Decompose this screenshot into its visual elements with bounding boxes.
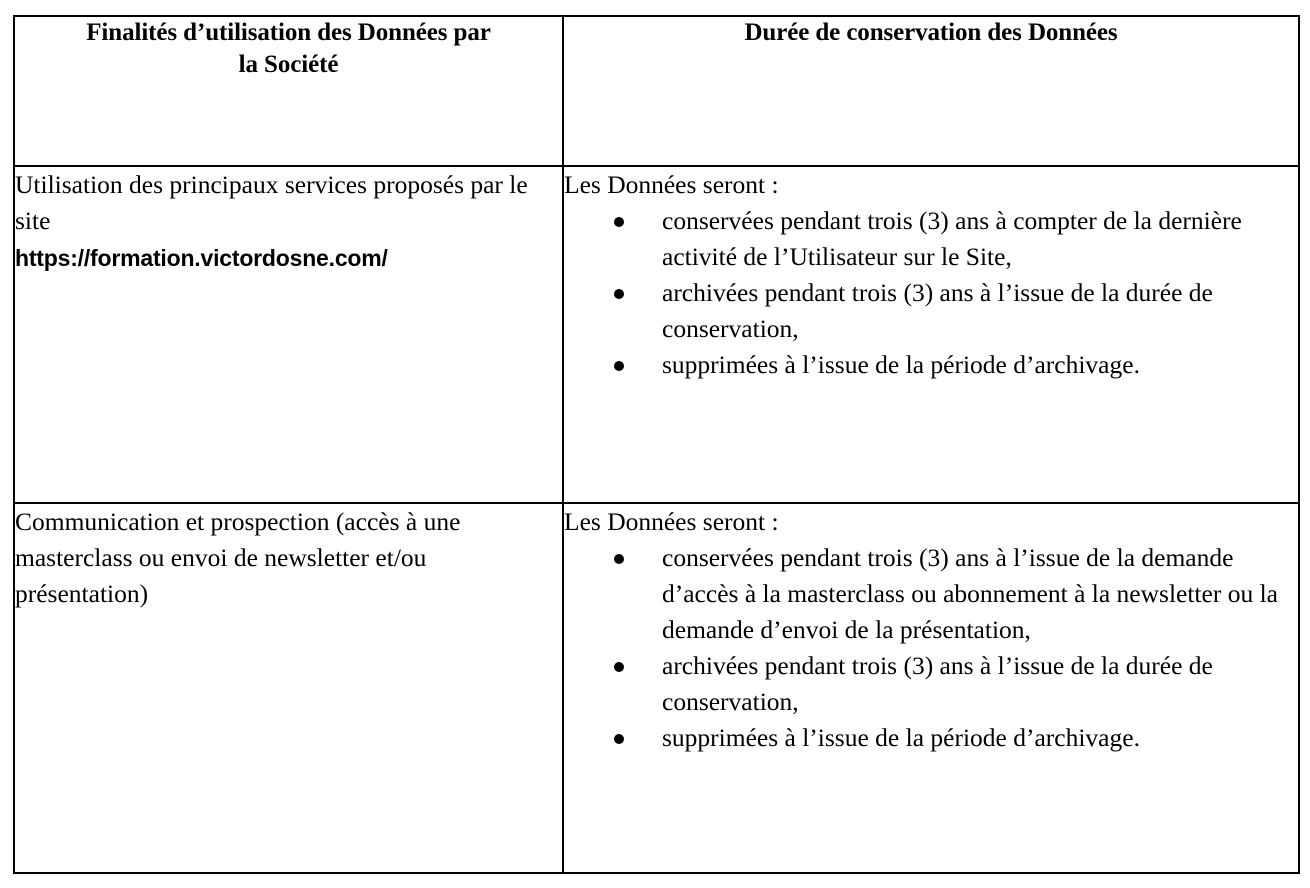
table-header <box>14 16 1299 166</box>
bullet-icon <box>614 662 624 672</box>
bullet-text: archivées pendant trois (3) ans à l’issue de la durée de conservation, <box>662 278 1213 343</box>
cell-duration-1 <box>563 166 1299 503</box>
bullet-icon <box>614 554 624 564</box>
column-header-purpose-line2: la Société <box>238 51 339 78</box>
list-item <box>564 203 1298 275</box>
column-header-duration <box>563 16 1299 166</box>
bullet-icon <box>614 734 624 744</box>
list-item <box>564 720 1298 756</box>
table-row <box>14 166 1299 503</box>
duration-lead-1: Les Données seront : <box>564 170 779 199</box>
bullet-text: archivées pendant trois (3) ans à l’issue de la durée de conservation, <box>662 651 1213 716</box>
data-retention-table <box>13 15 1300 874</box>
bullet-icon <box>614 361 624 371</box>
table-body <box>14 166 1299 873</box>
column-header-purpose-line1: Finalités d’utilisation des Données par <box>86 19 491 46</box>
cell-duration-2 <box>563 503 1299 873</box>
bullet-text: conservées pendant trois (3) ans à compter de la dernière activité de l’Utilisateur sur le Site, <box>662 206 1242 271</box>
list-item <box>564 347 1298 383</box>
list-item <box>564 275 1298 347</box>
cell-purpose-1 <box>14 166 563 503</box>
bullet-text: conservées pendant trois (3) ans à l’issue de la demande d’accès à la masterclass ou abonnement à la newsletter ou la demande d’envoi de la présentation, <box>662 543 1278 644</box>
bullet-icon <box>614 217 624 227</box>
purpose-description-1: Utilisation des principaux services proposés par le site <box>15 170 528 235</box>
cell-purpose-2 <box>14 503 563 873</box>
duration-lead-2: Les Données seront : <box>564 507 779 536</box>
bullet-icon <box>614 289 624 299</box>
column-header-duration-text: Durée de conservation des Données <box>744 19 1118 46</box>
list-item <box>564 540 1298 648</box>
site-url-link[interactable]: https://formation.victordosne.com/ <box>15 245 388 271</box>
duration-bullet-list-1 <box>564 203 1298 383</box>
purpose-description-2: Communication et prospection (accès à une masterclass ou envoi de newsletter et/ou présentation) <box>15 507 461 608</box>
bullet-text: supprimées à l’issue de la période d’archivage. <box>662 350 1140 379</box>
list-item <box>564 648 1298 720</box>
column-header-purpose <box>14 16 563 166</box>
table-row <box>14 503 1299 873</box>
bullet-text: supprimées à l’issue de la période d’archivage. <box>662 723 1140 752</box>
table-header-row <box>14 16 1299 166</box>
duration-bullet-list-2 <box>564 540 1298 756</box>
